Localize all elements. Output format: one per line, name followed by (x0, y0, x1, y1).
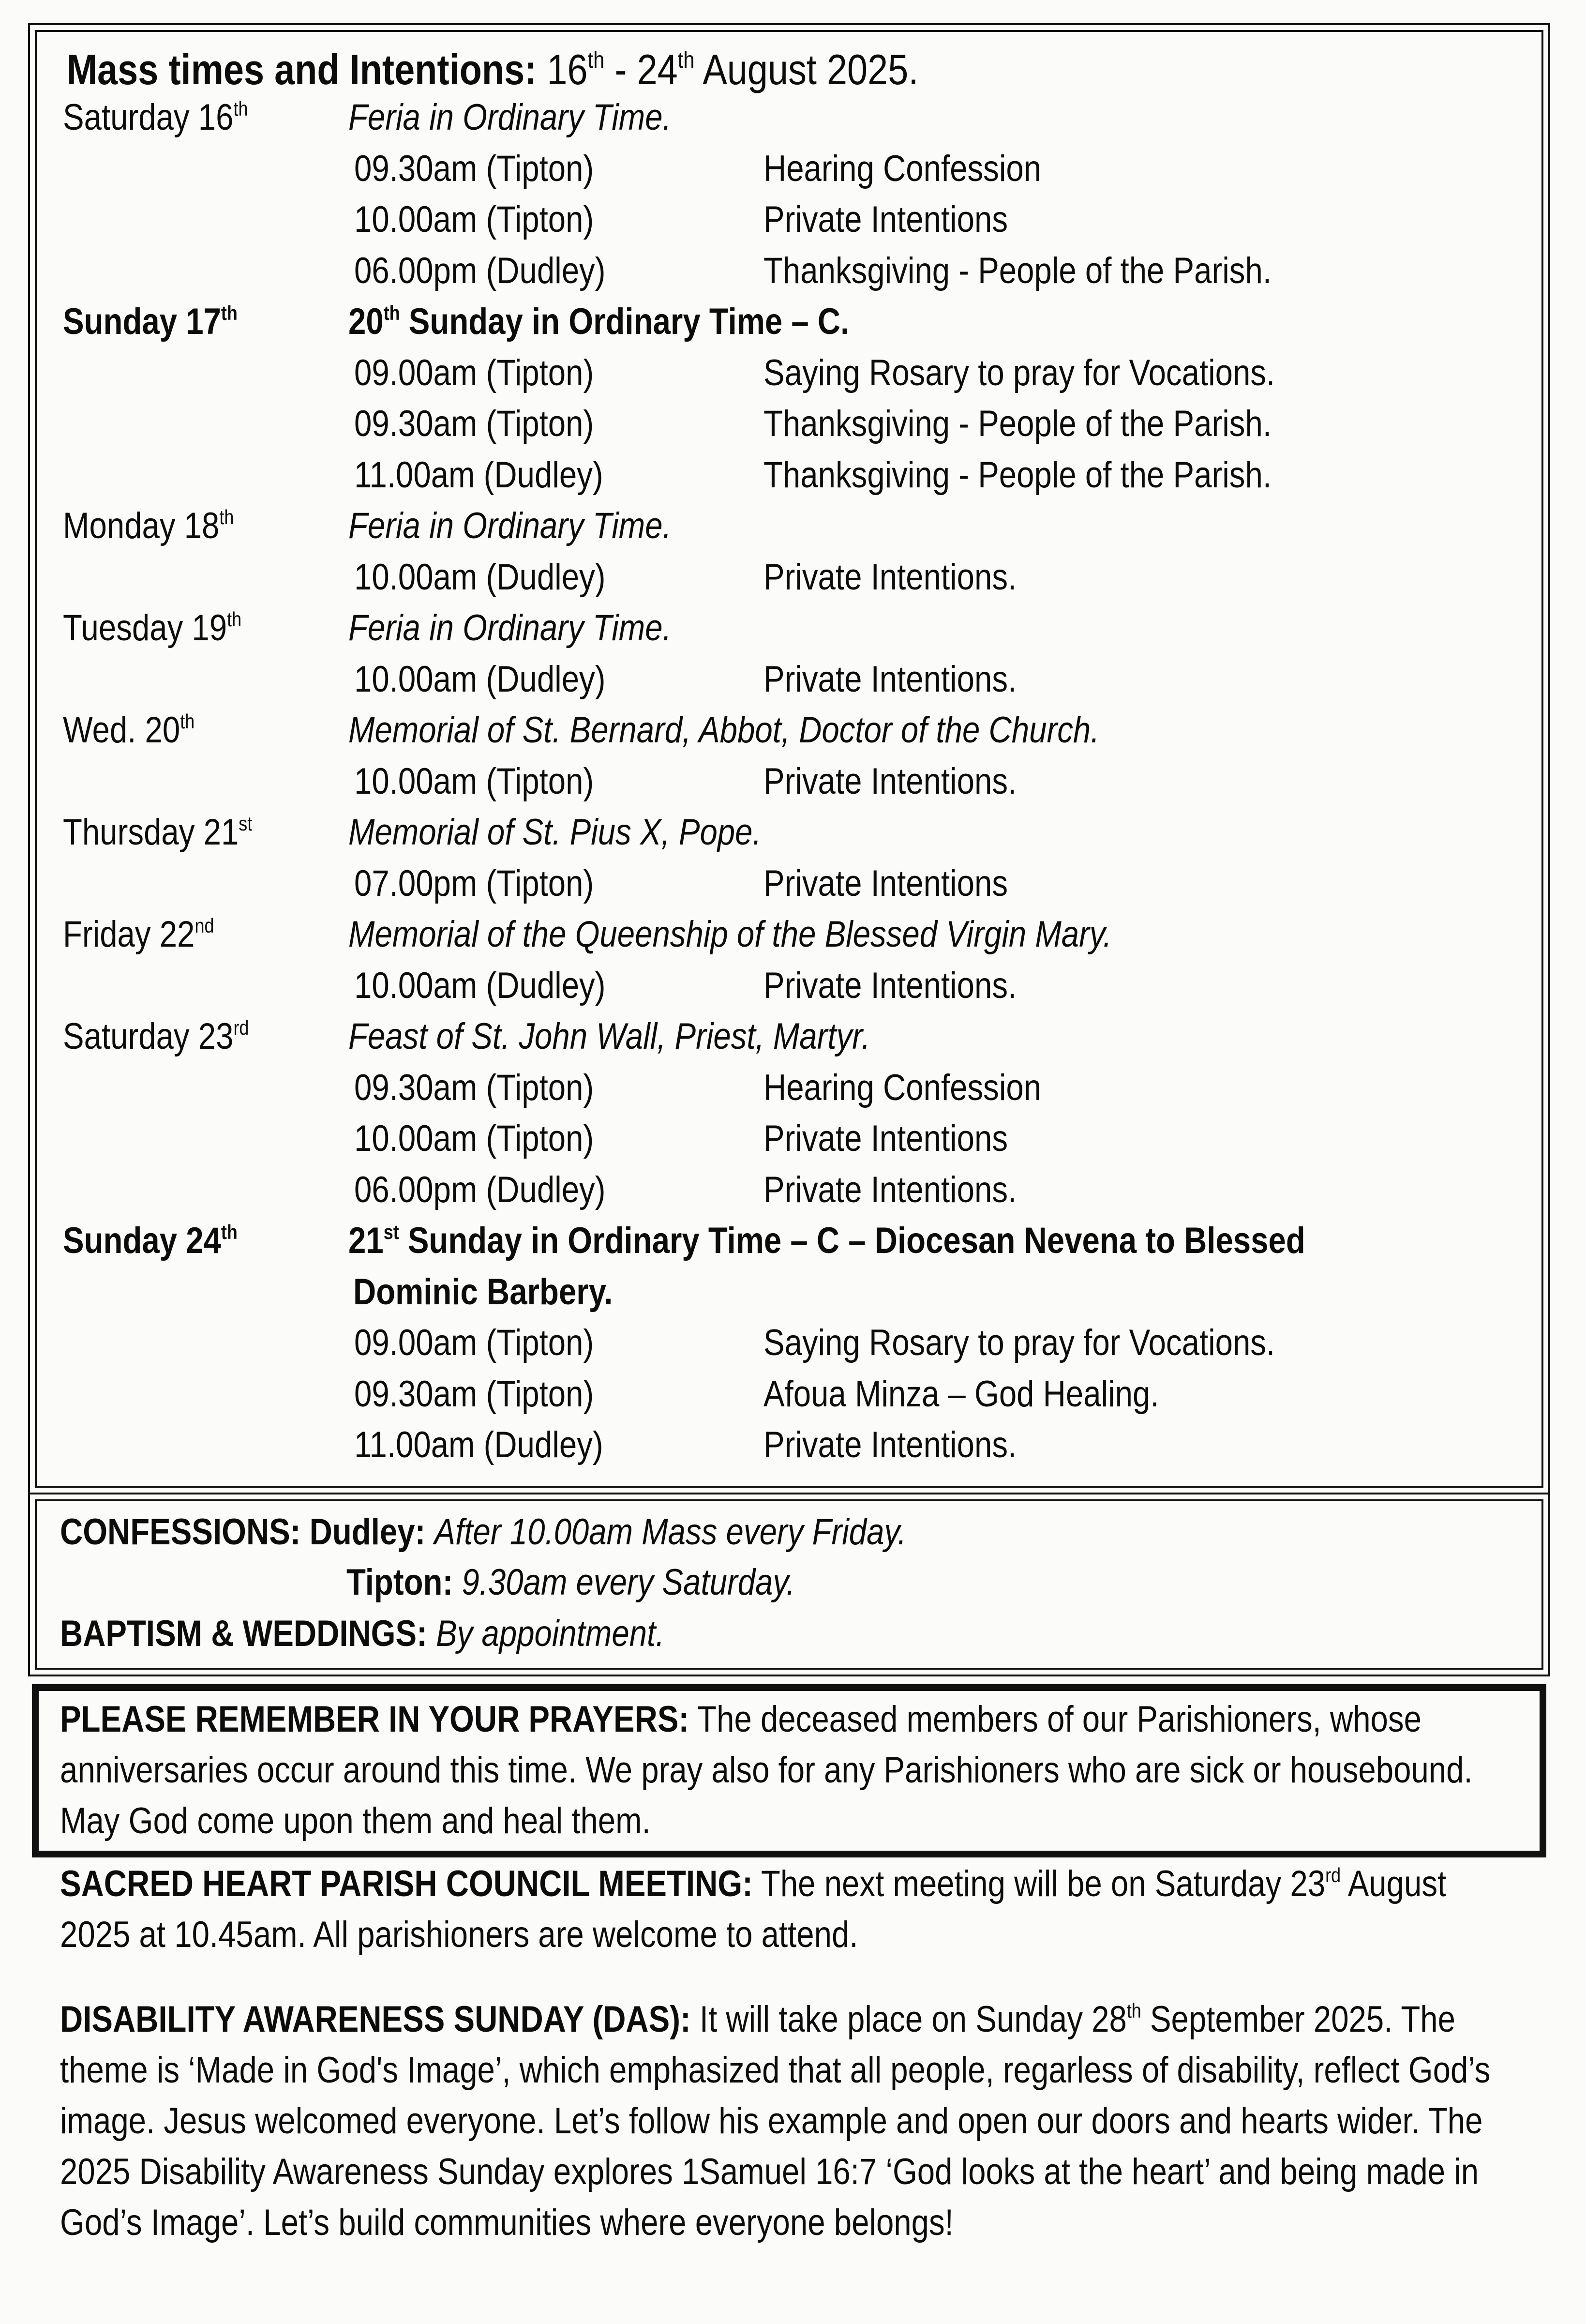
mass-time: 10.00am (Dudley) (354, 965, 606, 1006)
feast-text: Memorial of the Queenship of the Blessed Virgin Mary. (348, 914, 1112, 955)
mass-intention: Private Intentions. (763, 658, 1017, 700)
feast-number: 20 (348, 301, 384, 342)
mass-time: 11.00am (Dudley) (354, 454, 603, 496)
day-text: Saturday 16 (63, 97, 234, 138)
mass-time: 09.00am (Tipton) (354, 352, 594, 393)
mass-time: 06.00pm (Dudley) (354, 250, 606, 291)
mass-intention: Saying Rosary to pray for Vocations. (763, 1322, 1275, 1363)
feast-title (348, 1222, 1305, 1259)
day-text: Thursday 21 (63, 812, 239, 853)
mass-time: 09.30am (Tipton) (354, 1067, 594, 1108)
mass-intention: Thanksgiving - People of the Parish. (763, 250, 1272, 291)
day-suffix: th (233, 97, 248, 120)
day-label (63, 916, 214, 953)
mass-intention: Thanksgiving - People of the Parish. (763, 403, 1272, 444)
feast-text: Memorial of St. Bernard, Abbot, Doctor of the Church. (348, 709, 1100, 751)
feast-title (348, 814, 762, 851)
day-suffix: th (219, 505, 234, 528)
day-text: Sunday 17 (63, 301, 221, 342)
day-label (63, 99, 248, 136)
mass-time: 09.30am (Tipton) (354, 1373, 594, 1415)
feast-suffix: th (383, 301, 400, 324)
confessions-tipton-line: Tipton: 9.30am every Saturday. (346, 1562, 795, 1603)
day-label (63, 1018, 249, 1055)
feast-number: 21 (348, 1220, 384, 1261)
day-suffix: nd (195, 914, 214, 937)
mass-intention: Private Intentions. (763, 1424, 1017, 1465)
day-label (63, 1222, 238, 1259)
mass-times-box (35, 30, 1543, 1488)
feast-text: Memorial of St. Pius X, Pope. (348, 812, 762, 853)
day-suffix: rd (233, 1016, 249, 1039)
das-paragraph: DISABILITY AWARENESS SUNDAY (DAS): It will take place on Sunday 28th September 2025. The theme is ‘Made in God's Image’, which emphasized that all people, regarless of disability, reflect God’s image. Jesus welcomed everyone. Let’s follow his example and open our doors and hearts wider. The 2025 Disability Awareness Sunday explores 1Samuel 16:7 ‘God looks at the heart’ and being made in God’s Image’. Let’s build communities where everyone belongs! (60, 1999, 1491, 2243)
feast-title (348, 709, 1100, 751)
day-text: Saturday 23 (63, 1016, 234, 1057)
mass-intention: Private Intentions (763, 1118, 1008, 1159)
mass-intention: Private Intentions (763, 862, 1008, 904)
day-suffix: th (180, 709, 195, 733)
feast-title-continued: Dominic Barbery. (353, 1271, 613, 1313)
heading-title: Mass times and Intentions: (67, 45, 537, 93)
mass-intention: Afoua Minza – God Healing. (763, 1373, 1159, 1415)
mass-intention: Hearing Confession (763, 148, 1042, 189)
day-text: Wed. 20 (63, 709, 180, 751)
feast-title (348, 607, 672, 649)
day-label (63, 505, 234, 546)
day-label (63, 607, 242, 649)
mass-time: 09.30am (Tipton) (354, 148, 594, 189)
mass-time: 09.00am (Tipton) (354, 1322, 594, 1363)
confessions-line: CONFESSIONS: Dudley: After 10.00am Mass every Friday. (60, 1511, 907, 1553)
feast-text: Feast of St. John Wall, Priest, Martyr. (348, 1016, 870, 1057)
mass-time: 10.00am (Dudley) (354, 556, 606, 598)
feast-title (348, 1018, 870, 1055)
mass-time: 11.00am (Dudley) (354, 1424, 603, 1465)
mass-time: 10.00am (Tipton) (354, 199, 594, 240)
day-suffix: th (221, 301, 238, 324)
mass-time: 10.00am (Tipton) (354, 1118, 594, 1159)
mass-time: 09.30am (Tipton) (354, 403, 594, 444)
mass-intention: Private Intentions. (763, 760, 1017, 802)
feast-suffix: st (383, 1220, 399, 1243)
day-label (63, 814, 252, 851)
mass-intention: Private Intentions. (763, 965, 1017, 1006)
feast-text: Sunday in Ordinary Time – C – Diocesan Nevena to Blessed (399, 1220, 1305, 1261)
council-paragraph: SACRED HEART PARISH COUNCIL MEETING: The next meeting will be on Saturday 23rd August 2025 at 10.45am. All parishioners are welcome to attend. (60, 1863, 1447, 1955)
day-text: Monday 18 (63, 505, 220, 546)
mass-intention: Hearing Confession (763, 1067, 1042, 1108)
feast-title (348, 99, 672, 136)
day-text: Sunday 24 (63, 1220, 221, 1261)
prayers-paragraph: PLEASE REMEMBER IN YOUR PRAYERS: The deceased members of our Parishioners, whose anniversaries occur around this time. We pray also for any Parishioners who are sick or housebound. May God come upon them and heal them. (60, 1699, 1473, 1841)
day-suffix: st (239, 812, 253, 835)
baptism-line: BAPTISM & WEDDINGS: By appointment. (60, 1613, 665, 1654)
day-suffix: th (227, 607, 242, 631)
mass-time: 06.00pm (Dudley) (354, 1169, 606, 1210)
day-label (63, 303, 238, 340)
feast-text: Feria in Ordinary Time. (348, 97, 672, 138)
day-label (63, 709, 195, 751)
mass-time: 10.00am (Dudley) (354, 658, 606, 700)
feast-text: Feria in Ordinary Time. (348, 505, 672, 546)
mass-intention: Private Intentions. (763, 556, 1017, 598)
mass-times-heading (67, 45, 919, 93)
feast-title (348, 303, 849, 340)
mass-intention: Thanksgiving - People of the Parish. (763, 454, 1272, 496)
day-suffix: th (221, 1220, 238, 1243)
mass-intention: Private Intentions. (763, 1169, 1017, 1210)
day-text: Friday 22 (63, 914, 195, 955)
mass-intention: Saying Rosary to pray for Vocations. (763, 352, 1275, 393)
mass-intention: Private Intentions (763, 199, 1008, 240)
heading-dates: 16th - 24th August 2025. (547, 45, 919, 93)
feast-text: Feria in Ordinary Time. (348, 607, 672, 649)
mass-time: 10.00am (Tipton) (354, 760, 594, 802)
feast-title (348, 916, 1112, 953)
feast-text: Sunday in Ordinary Time – C. (400, 301, 850, 342)
mass-time: 07.00pm (Tipton) (354, 862, 594, 904)
feast-title (348, 505, 672, 546)
day-text: Tuesday 19 (63, 607, 227, 649)
